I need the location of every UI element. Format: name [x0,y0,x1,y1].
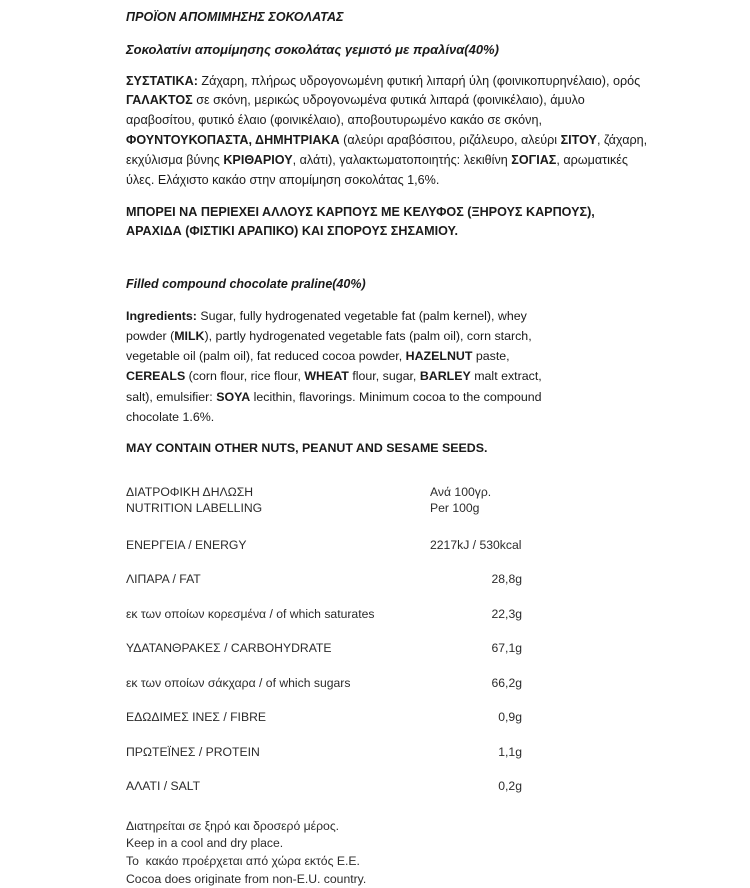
nutrition-value-text: 22,3g [491,606,522,621]
nutrition-row-label: ΕΔΩΔΙΜΕΣ ΙΝΕΣ / FIBRE [126,710,267,725]
ingredient-allergen-emphasis: ΦΟΥΝΤΟΥΚΟΠΑΣΤΑ, ΔΗΜΗΤΡΙΑΚΑ [126,133,340,148]
ingredient-text: σε σκόνη, μερικώς υδρογονωμένα φυτικά λιπαρά (φοινικέλαιο), άμυλο αραβοσίτου, φυτικό έλαιο (φοινικέλαιο), αποβουτυρωμένο κακάο σε σκόνη, [126,93,585,128]
section-spacer [126,458,650,480]
english-ingredients-paragraph [126,306,556,427]
greek-ingredients-paragraph [126,72,648,191]
ingredient-text: (corn flour, rice flour, [185,369,305,384]
nutrition-row [126,735,596,769]
ingredient-text: , ζάχαρη, εκχύλισμα βύνης [126,133,648,168]
nutrition-row-value [430,562,596,596]
nutrition-value-text: 66,2g [491,675,522,690]
ingredient-text: flour, sugar, [348,369,420,384]
nutrition-row-value [430,631,596,665]
cocoa-origin-line-en: Cocoa does originate from non-E.U. country. [126,871,367,886]
ingredient-text: , αλάτι), γαλακτωματοποιητής: λεκιθίνη [292,153,512,168]
ingredient-allergen-emphasis: ΣΥΣΤΑΤΙΚΑ: [126,73,198,88]
nutrition-row-value [430,666,596,700]
english-allergen-warning: MAY CONTAIN OTHER NUTS, PEANUT AND SESAME SEEDS. [126,440,488,455]
greek-product-kind: ΠΡΟΪΟΝ ΑΠΟΜΙΜΗΣΗΣ ΣΟΚΟΛΑΤΑΣ [126,10,344,24]
ingredient-text: ), partly hydrogenated vegetable fats (palm oil), corn starch, vegetable oil (palm oil), fat reduced cocoa powder, [126,329,532,364]
ingredient-text: Ζάχαρη, πλήρως υδρογονωμένη φυτική λιπαρή ύλη (φοινικοπυρηνέλαιο), ορός [197,73,641,88]
ingredient-allergen-emphasis: ΣΙΤΟΥ [560,133,597,148]
nutrition-header-basis [430,484,596,528]
greek-allergen-warning: ΜΠΟΡΕΙ ΝΑ ΠΕΡΙΕΧΕΙ ΑΛΛΟΥΣ ΚΑΡΠΟΥΣ ΜΕ ΚΕΛΥΦΟΣ (ΞΗΡΟΥΣ ΚΑΡΠΟΥΣ), ΑΡΑΧΙΔΑ (ΦΙΣΤΙΚΙ ΑΡΑΠΙΚΟ) ΚΑΙ ΣΠΟΡΟΥΣ ΣΗΣΑΜΙΟΥ. [126,204,595,239]
ingredient-allergen-emphasis: SOYA [216,389,251,404]
greek-product-name: Σοκολατίνι απομίμησης σοκολάτας γεμιστό με πραλίνα(40%) [126,41,499,57]
storage-instructions [126,818,650,888]
storage-line-en: Keep in a cool and dry place. [126,836,284,851]
ingredient-allergen-emphasis: CEREALS [126,369,186,384]
nutrition-value-text: 1,1g [498,744,522,759]
nutrition-header-label-en: NUTRITION LABELLING [126,501,263,516]
nutrition-row-label: εκ των οποίων σάκχαρα / of which sugars [126,675,351,690]
ingredient-text: malt extract, salt), emulsifier: [126,369,542,404]
nutrition-value-text: 67,1g [491,641,522,656]
english-product-name: Filled compound chocolate praline(40%) [126,276,366,291]
nutrition-value-text: 28,8g [491,572,522,587]
nutrition-row [126,528,596,562]
nutrition-row-label: ΥΔΑΤΑΝΘΡΑΚΕΣ / CARBOHYDRATE [126,641,332,656]
nutrition-row-label: εκ των οποίων κορεσμένα / of which saturates [126,606,375,621]
nutrition-value-text: 0,9g [498,710,522,725]
nutrition-header-label [126,484,430,528]
nutrition-table [126,484,596,804]
ingredient-allergen-emphasis: HAZELNUT [405,349,473,364]
ingredient-allergen-emphasis: ΣΟΓΙΑΣ [511,153,557,168]
ingredient-text: (αλεύρι αραβόσιτου, ριζάλευρο, αλεύρι [339,133,561,148]
nutrition-row [126,666,596,700]
nutrition-row-value [430,597,596,631]
nutrition-row-value [430,735,596,769]
ingredient-text: Sugar, fully hydrogenated vegetable fat (palm kernel), whey powder ( [126,309,527,344]
nutrition-row [126,700,596,734]
nutrition-header-basis-en: Per 100g [430,501,480,516]
nutrition-header-basis-el: Ανά 100γρ. [430,484,492,499]
nutrition-row [126,562,596,596]
ingredient-allergen-emphasis: ΚΡΙΘΑΡΙΟΥ [223,153,293,168]
nutrition-row-label: ΕΝΕΡΓΕΙΑ / ENERGY [126,537,247,552]
ingredient-allergen-emphasis: MILK [174,329,205,344]
nutrition-value-text: 2217kJ / 530kcal [430,537,522,552]
nutrition-row-label: ΑΛΑΤΙ / SALT [126,779,201,794]
nutrition-row [126,769,596,803]
nutrition-row-label: ΛΙΠΑΡΑ / FAT [126,572,201,587]
ingredient-allergen-emphasis: BARLEY [419,369,471,384]
ingredient-text: paste, [472,349,510,364]
nutrition-row [126,631,596,665]
storage-line-el: Διατηρείται σε ξηρό και δροσερό μέρος. [126,818,340,833]
ingredient-allergen-emphasis: Ingredients: [126,309,197,324]
nutrition-table-header-row [126,484,596,528]
nutrition-row-value [430,769,596,803]
nutrition-value-text: 0,2g [498,779,522,794]
ingredient-text: lecithin, flavorings. Minimum cocoa to the compound chocolate 1.6%. [126,389,542,424]
ingredient-text: , αρωματικές ύλες. Ελάχιστο κακάο στην απομίμηση σοκολάτας 1,6%. [126,153,628,187]
nutrition-row [126,597,596,631]
ingredient-allergen-emphasis: WHEAT [304,369,349,384]
ingredient-allergen-emphasis: ΓΑΛΑΚΤΟΣ [126,93,193,108]
nutrition-row-value [430,528,596,562]
nutrition-row-value [430,700,596,734]
cocoa-origin-line-el: Το κακάο προέρχεται από χώρα εκτός Ε.Ε. [126,853,360,868]
nutrition-table-body [126,484,596,804]
section-spacer [126,242,650,276]
nutrition-header-label-el: ΔΙΑΤΡΟΦΙΚΗ ΔΗΛΩΣΗ [126,484,254,499]
nutrition-row-label: ΠΡΩΤΕΪΝΕΣ / PROTEIN [126,744,260,759]
